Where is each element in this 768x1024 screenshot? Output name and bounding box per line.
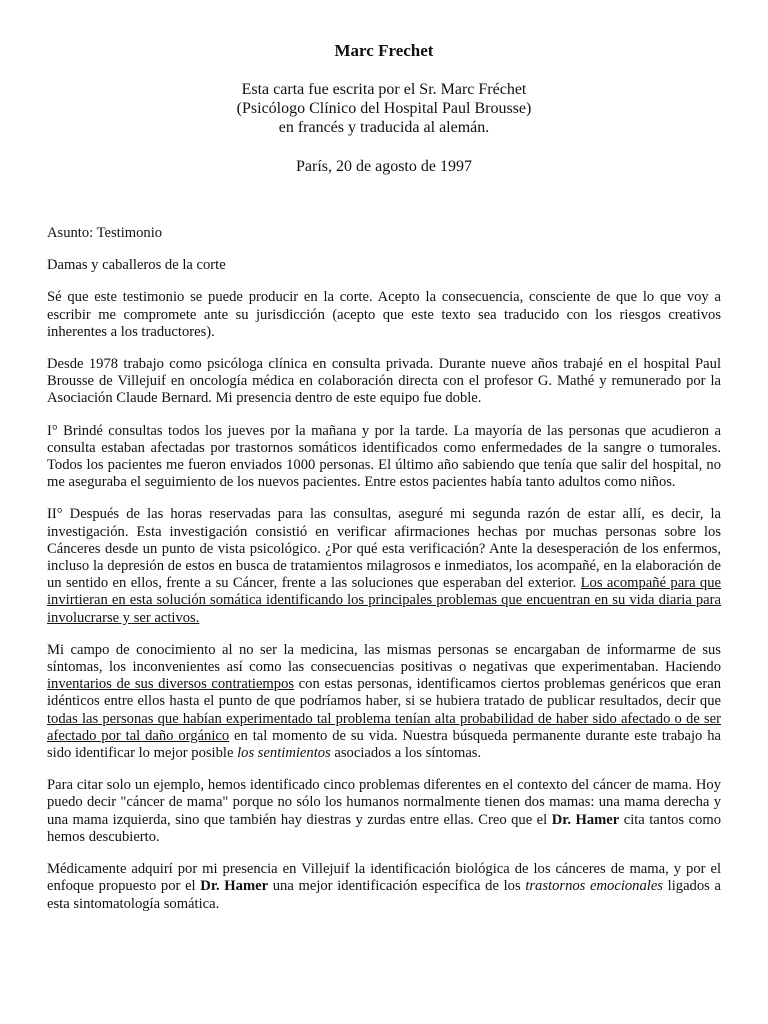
paragraph-4-text: II° Después de las horas reservadas para las consultas, aseguré mi segunda razón de estar allí, es decir, la investigación. Esta investigación consistió en verificar afirmaciones hechas por muchas personas sobre los Cánceres desde un punto de vista psicológico. ¿Por qué esta verificación? Ante la desesperación de los enfermos, incluso la depresión de estos en busca de tratamientos milagrosos e inmediatos, los acompañé, en la elaboración de un sentido en ellos, frente a su Cáncer, frente a las soluciones que esperaban del exterior. — [47, 506, 721, 592]
document-title: Marc Frechet — [334, 41, 434, 60]
paragraph-5-underlined-1: inventarios de sus diversos contratiempos — [47, 676, 295, 693]
intro-line: Esta carta fue escrita por el Sr. Marc Fréchet — [241, 81, 527, 98]
subject-line: Asunto: Testimonio — [47, 225, 163, 241]
intro-line: en francés y traducida al alemán. — [278, 119, 490, 136]
paragraph-7-text-d: ligados a esta sintomatología somática. — [47, 878, 721, 912]
paragraph-2: Desde 1978 trabajo como psicóloga clínica en consulta privada. Durante nueve años trabajé en el hospital Paul Brousse de Villejuif en oncología médica en colaboración directa con el profesor G. Mathé y remunerado por la Asociación Claude Bernard. Mi presencia dentro de este equipo fue doble. — [47, 356, 721, 407]
paragraph-5-text-c: en tal momento de su vida. Nuestra búsqueda permanente durante este trabajo ha sido identificar lo mejor posible — [47, 727, 721, 762]
paragraph-5-text-b: con estas personas, identificamos ciertos problemas genéricos que eran idénticos entre ellos hasta el punto de que podríamos haber, si se hubiera tratado de publicar resultados, decir que — [47, 676, 721, 710]
intro-block — [0, 80, 768, 137]
paragraph-3: I° Brindé consultas todos los jueves por la mañana y por la tarde. La mayoría de las personas que acudieron a consulta estaban afectadas por trastornos somáticos identificados como enfermedades de la sangre o tumorales. Todos los pacientes me fueron enviados 1000 personas. El último año sabiendo que tenía que salir del hospital, no me aseguraba el seguimiento de los nuevos pacientes. Entre estos pacientes había tanto adultos como niños. — [47, 422, 721, 491]
paragraph-6-text-a: Para citar solo un ejemplo, hemos identificado cinco problemas diferentes en el contexto del cáncer de mama. Hoy puedo decir "cáncer de mama" porque no sólo los humanos normalmente tienen dos mamas: una mama derecha y una mama izquierda, sino que también hay diestras y zurdas entre ellas. Creo que el — [47, 777, 721, 828]
paragraph-5-italic: los sentimientos — [237, 745, 331, 762]
paragraph-5 — [47, 642, 721, 762]
paragraph-5-underlined-2: todas las personas que habían experimentado tal problema tenían alta probabilidad de haber sido afectado o de ser afectado por tal daño orgánico — [47, 710, 721, 744]
paragraph-4 — [47, 506, 721, 626]
paragraph-5-text-d: asociados a los síntomas. — [330, 745, 482, 762]
intro-line: (Psicólogo Clínico del Hospital Paul Brousse) — [236, 100, 532, 117]
paragraph-7-text-c: una mejor identificación específica de los — [268, 878, 526, 895]
paragraph-4-underlined: Los acompañé para que invirtieran en esta solución somática identificando los principales problemas que encuentran en su vida diaria para involucrarse y ser activos. — [47, 575, 722, 626]
paragraph-6-text-c: cita tantos como hemos descubierto. — [47, 811, 722, 845]
paragraph-6-bold: Dr. Hamer — [551, 811, 620, 828]
letter-body — [47, 225, 721, 928]
paragraph-7-text-a: Médicamente adquirí por mi presencia en Villejuif la identificación biológica de los cánceres de mama, y por el enfoque propuesto por el — [47, 861, 721, 895]
paragraph-5-text-a: Mi campo de conocimiento al no ser la medicina, las mismas personas se encargaban de informarme de sus síntomas, los inconvenientes así como las consecuencias positivas o negativas que experimentaban. Haciendo — [47, 641, 721, 676]
paragraph-7-italic: trastornos emocionales — [525, 878, 663, 895]
paragraph-1: Sé que este testimonio se puede producir en la corte. Acepto la consecuencia, consciente de que lo que voy a escribir me compromete ante su jurisdicción (acepto que este texto sea traducido con los riesgos creativos inherentes a los traductores). — [47, 289, 721, 340]
salutation: Damas y caballeros de la corte — [47, 257, 226, 274]
paragraph-7-bold: Dr. Hamer — [200, 878, 269, 895]
dateline: París, 20 de agosto de 1997 — [296, 158, 472, 175]
paragraph-6 — [47, 777, 721, 846]
paragraph-7 — [47, 861, 721, 913]
